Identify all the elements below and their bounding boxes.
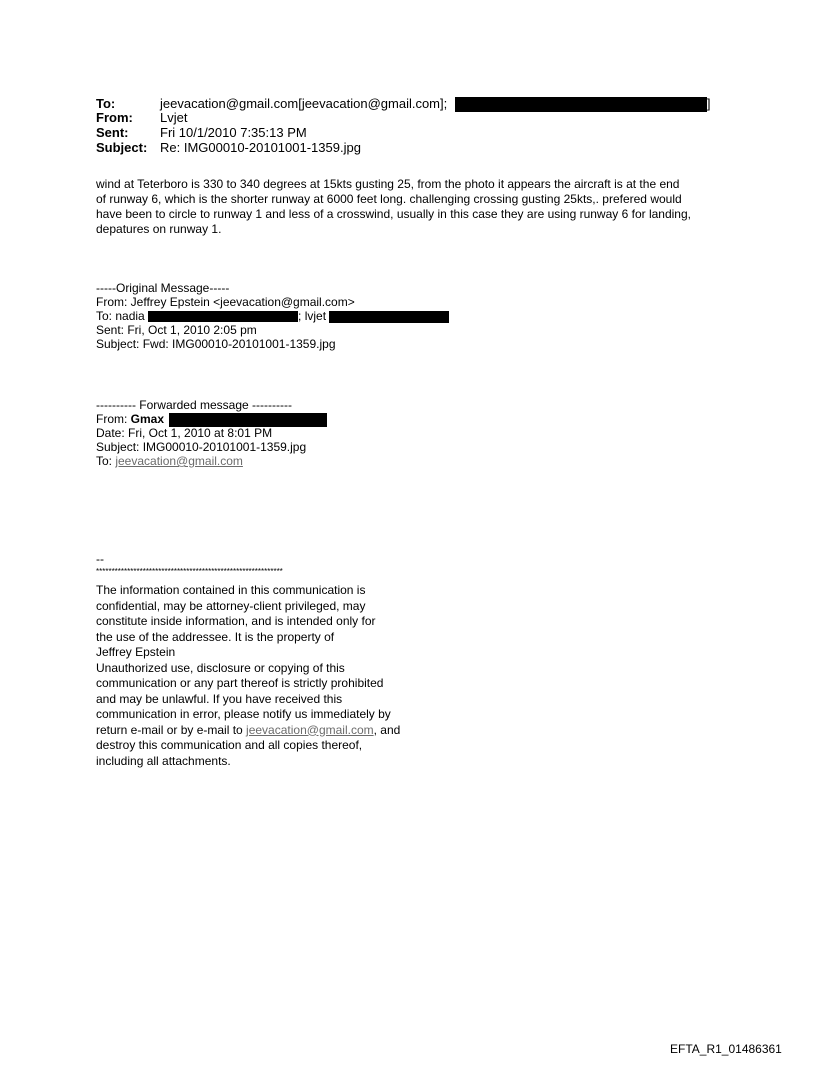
- forwarded-to-prefix: To:: [96, 454, 116, 468]
- header-sent-row: [96, 125, 746, 140]
- subject-value: Re: IMG00010-20101001-1359.jpg: [160, 140, 361, 155]
- body-line: have been to circle to runway 1 and less of a crosswind, usually in this case they are using runway 6 for landing,: [96, 207, 691, 221]
- redaction-bar: [169, 413, 327, 427]
- disclaimer-line: and may be unlawful. If you have received this: [96, 691, 343, 706]
- disclaimer-line: destroy this communication and all copies thereof,: [96, 738, 363, 752]
- from-value: Lvjet: [160, 110, 188, 125]
- disclaimer-line: constitute inside information, and is intended only for: [96, 614, 376, 628]
- to-end-bracket: ]: [706, 96, 711, 111]
- original-message: [96, 281, 449, 351]
- redaction-bar: [148, 311, 298, 322]
- return-suffix: , and: [373, 722, 401, 737]
- subject-label: Subject:: [96, 140, 148, 155]
- disclaimer-line: The information contained in this communication is: [96, 583, 366, 597]
- forwarded-to: [96, 454, 327, 468]
- original-from: From: Jeffrey Epstein <jeevacation@gmail.com>: [96, 295, 355, 309]
- from-label: From:: [96, 110, 133, 125]
- original-to-prefix: To: nadia: [96, 309, 145, 323]
- disclaimer-line: communication or any part thereof is strictly prohibited: [96, 676, 384, 690]
- disclaimer-line: Unauthorized use, disclosure or copying of this: [96, 660, 345, 675]
- return-prefix: return e-mail or by e-mail to: [96, 722, 247, 737]
- body-line: wind at Teterboro is 330 to 340 degrees at 15kts gusting 25, from the photo it appears the aircraft is at the end: [96, 177, 680, 191]
- signature-dash: --: [96, 552, 104, 566]
- original-to: [96, 309, 449, 323]
- header-subject-row: [96, 140, 746, 155]
- message-body: [96, 177, 721, 237]
- forwarded-heading: ---------- Forwarded message ----------: [96, 398, 292, 412]
- return-email-link[interactable]: jeevacation@gmail.com: [246, 722, 374, 737]
- forwarded-from: [96, 412, 327, 426]
- body-line: of runway 6, which is the shorter runway at 6000 feet long. challenging crossing gusting 25kts,. prefered would: [96, 192, 682, 206]
- disclaimer-line: Jeffrey Epstein: [96, 645, 176, 659]
- disclaimer-return-line: [96, 723, 456, 739]
- original-heading: -----Original Message-----: [96, 281, 230, 295]
- forwarded-message: [96, 398, 327, 468]
- sent-value: Fri 10/1/2010 7:35:13 PM: [160, 125, 307, 140]
- forwarded-from-prefix: From:: [96, 412, 131, 426]
- to-address: jeevacation@gmail.com[jeevacation@gmail.com];: [160, 96, 448, 111]
- original-subject: Subject: Fwd: IMG00010-20101001-1359.jpg: [96, 337, 336, 351]
- to-label: To:: [96, 96, 116, 111]
- header-to-row: [96, 96, 746, 111]
- forwarded-date: Date: Fri, Oct 1, 2010 at 8:01 PM: [96, 426, 273, 440]
- forwarded-to-link[interactable]: jeevacation@gmail.com: [115, 454, 243, 468]
- confidentiality-disclaimer: [96, 583, 456, 769]
- email-header: [96, 96, 746, 160]
- signature-stars: ************************************************************: [96, 567, 283, 576]
- disclaimer-line: communication in error, please notify us immediately by: [96, 707, 391, 721]
- disclaimer-line: confidential, may be attorney-client privileged, may: [96, 598, 366, 613]
- body-line: depatures on runway 1.: [96, 222, 222, 236]
- forwarded-subject: Subject: IMG00010-20101001-1359.jpg: [96, 440, 307, 454]
- document-id: EFTA_R1_01486361: [670, 1042, 782, 1056]
- original-to-mid: ; lvjet: [298, 309, 327, 323]
- forwarded-from-name: Gmax: [130, 412, 165, 426]
- sent-label: Sent:: [96, 125, 129, 140]
- disclaimer-line: including all attachments.: [96, 753, 231, 768]
- redaction-bar: [329, 311, 449, 323]
- header-from-row: [96, 110, 746, 125]
- original-sent: Sent: Fri, Oct 1, 2010 2:05 pm: [96, 323, 257, 337]
- disclaimer-line: the use of the addressee. It is the property of: [96, 629, 335, 644]
